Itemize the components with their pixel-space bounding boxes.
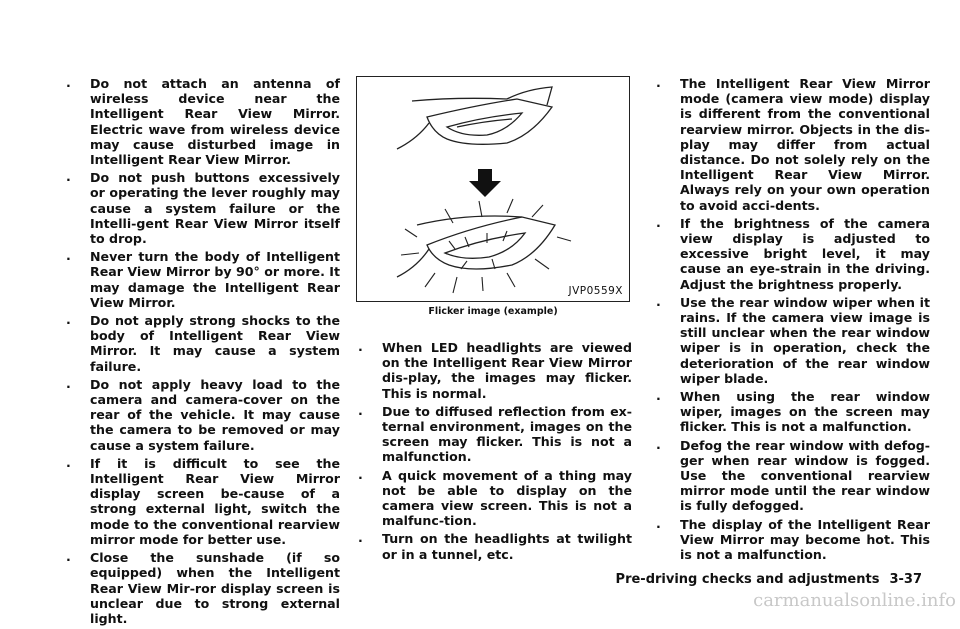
page-footer <box>616 572 922 587</box>
headlight-drawing <box>357 77 631 303</box>
section-title: Pre-driving checks and adjustments <box>615 572 880 587</box>
list-item: . Do not attach an antenna of wireless device near the Intelligent Rear View Mirror. Electric wave from wireless device may cause disturbed image in Intelligent Rear View Mirror. <box>64 76 340 167</box>
page-number: 3-37 <box>889 572 922 587</box>
list-item: . The Intelligent Rear View Mirror mode (camera view mode) display is different from the conventional rearview mirror. Objects in the dis-play may differ from actual distance. Do not solely rely on the Intelligent Rear View Mirror. Always rely on your own operation to avoid acci-dents. <box>654 76 930 213</box>
list-item: . Do not apply strong shocks to the body of Intelligent Rear View Mirror. It may cause a system failure. <box>64 313 340 374</box>
list-item: . Never turn the body of Intelligent Rear View Mirror by 90° or more. It may damage the Intelligent Rear View Mirror. <box>64 249 340 310</box>
left-column <box>64 76 340 629</box>
list-item: . A quick movement of a thing may not be able to display on the camera view screen. This is not a malfunc-tion. <box>356 468 632 529</box>
list-item: . Defog the rear window with defog-ger when rear window is fogged. Use the conventional rearview mirror mode until the rear window is fully defogged. <box>654 438 930 514</box>
list-item: . Do not apply heavy load to the camera and camera-cover on the rear of the vehicle. It may cause the camera to be removed or may cause a system failure. <box>64 377 340 453</box>
list-item: . If the brightness of the camera view display is adjusted to excessive bright level, it may cause an eye-strain in the driving. Adjust the brightness properly. <box>654 216 930 292</box>
list-item: . Do not push buttons excessively or operating the lever roughly may cause a system failure or the Intelli-gent Rear View Mirror itself to drop. <box>64 170 340 246</box>
right-column <box>654 76 930 565</box>
list-item: . The display of the Intelligent Rear View Mirror may become hot. This is not a malfunction. <box>654 517 930 563</box>
list-item: . Turn on the headlights at twilight or in a tunnel, etc. <box>356 531 632 561</box>
watermark: carmanualsonline.info <box>753 590 956 611</box>
figure-code: JVP0559X <box>568 285 623 297</box>
caution-list-middle <box>356 340 632 562</box>
list-item: . Due to diffused reflection from ex-ternal environment, images on the screen may flicker. This is not a malfunction. <box>356 404 632 465</box>
list-item: . Close the sunshade (if so equipped) when the Intelligent Rear View Mir-ror display screen is unclear due to strong external light. <box>64 550 340 626</box>
middle-column <box>356 340 632 565</box>
list-item: . When using the rear window wiper, images on the screen may flicker. This is not a malfunction. <box>654 389 930 435</box>
figure-caption: Flicker image (example) <box>428 306 558 317</box>
down-arrow-icon <box>469 169 501 197</box>
list-item: . If it is difficult to see the Intelligent Rear View Mirror display screen be-cause of a strong external light, switch the mode to the conventional rearview mirror mode for better use. <box>64 456 340 547</box>
caution-list-right <box>654 76 930 562</box>
list-item: . Use the rear window wiper when it rains. If the camera view image is still unclear when the rear window wiper is in operation, check the deterioration of the rear window wiper blade. <box>654 295 930 386</box>
flicker-illustration <box>356 76 630 302</box>
caution-list-left <box>64 76 340 626</box>
list-item: . When LED headlights are viewed on the Intelligent Rear View Mirror dis-play, the images may flicker. This is normal. <box>356 340 632 401</box>
